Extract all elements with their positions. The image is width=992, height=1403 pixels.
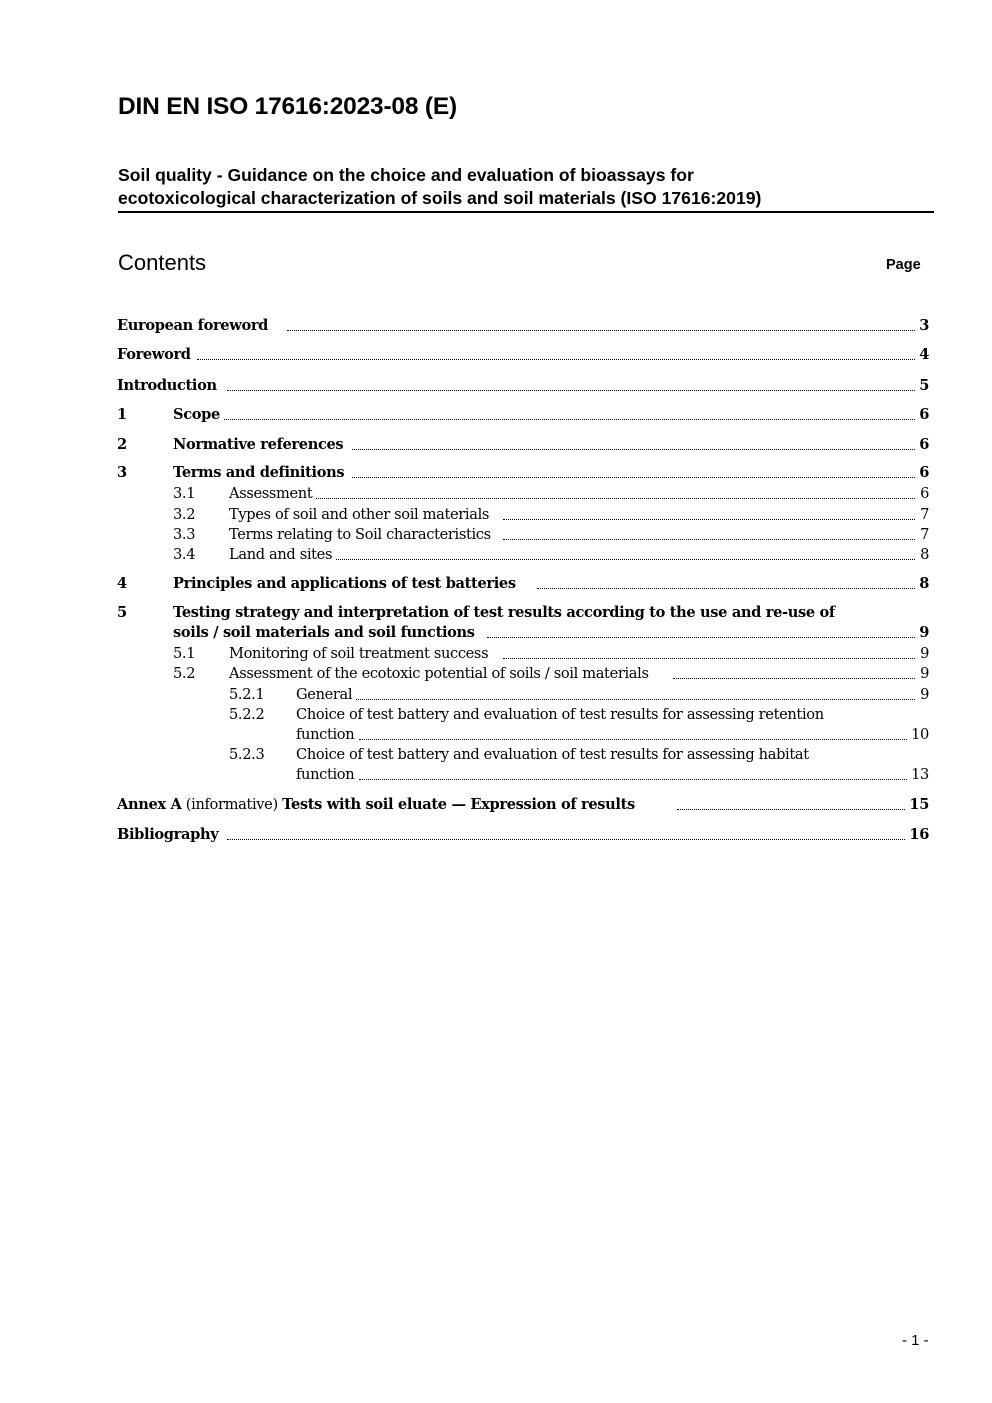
- toc-entry-label: Assessment of the ecotoxic potential of soils / soil materials: [229, 664, 652, 684]
- toc-leader-dots: [503, 519, 915, 520]
- toc-leader-dots: [487, 637, 915, 638]
- toc-entry-label-line-2: soils / soil materials and soil functions: [173, 623, 478, 643]
- document-title: [118, 164, 934, 213]
- toc-entry-1-scope[interactable]: [117, 405, 929, 425]
- document-title-line-2: ecotoxicological characterization of soils and soil materials (ISO 17616:2019): [118, 188, 762, 208]
- toc-leader-dots: [227, 390, 915, 391]
- toc-entry-page: 6: [919, 406, 929, 423]
- toc-entry-label-line-2: function: [296, 725, 357, 745]
- toc-entry-number: 3: [117, 464, 127, 481]
- toc-leader-dots: [197, 359, 915, 360]
- toc-entry-label-line-1: Choice of test battery and evaluation of test results for assessing retention: [296, 705, 827, 725]
- toc-entry-annex-a[interactable]: [117, 795, 929, 815]
- toc-leader-dots: [503, 539, 915, 540]
- document-title-line-1: Soil quality - Guidance on the choice and evaluation of bioassays for: [118, 165, 694, 185]
- annex-prefix: Annex A: [117, 796, 182, 813]
- toc-entry-number: 3.1: [173, 485, 196, 502]
- toc-entry-bibliography[interactable]: [117, 825, 929, 845]
- toc-entry-page: 7: [920, 506, 929, 523]
- toc-entry-5-2-2-retention-function[interactable]: [229, 705, 929, 725]
- toc-entry-3-2-types-of-soil[interactable]: [173, 505, 929, 525]
- toc-leader-dots: [313, 498, 915, 499]
- toc-entry-3-4-land-and-sites[interactable]: [173, 545, 929, 565]
- toc-entry-4-principles[interactable]: [117, 574, 929, 594]
- toc-entry-label: Terms and definitions: [173, 463, 347, 483]
- toc-entry-page: 5: [919, 377, 929, 394]
- toc-entry-page: 6: [920, 485, 929, 502]
- toc-entry-label: Scope: [173, 405, 223, 425]
- toc-entry-page: 9: [920, 645, 929, 662]
- toc-entry-page: 13: [911, 766, 929, 783]
- toc-entry-3-3-soil-characteristics[interactable]: [173, 525, 929, 545]
- toc-entry-label: Assessment: [229, 484, 315, 504]
- toc-entry-label: General: [296, 685, 355, 705]
- toc-leader-dots: [503, 658, 915, 659]
- toc-entry-page: 15: [909, 796, 929, 813]
- toc-entry-label: Monitoring of soil treatment success: [229, 644, 491, 664]
- toc-entry-label-line-1: Choice of test battery and evaluation of test results for assessing habitat: [296, 745, 812, 765]
- toc-entry-page: 6: [919, 464, 929, 481]
- toc-entry-number: 5.1: [173, 645, 196, 662]
- toc-entry-5-2-3-habitat-function[interactable]: [229, 745, 929, 765]
- toc-entry-number: 5: [117, 604, 127, 621]
- toc-leader-dots: [537, 588, 915, 589]
- toc-leader-dots: [359, 739, 907, 740]
- toc-entry-5-2-2-retention-function-continued[interactable]: [229, 725, 929, 745]
- toc-entry-number: 5.2.2: [229, 706, 265, 723]
- toc-leader-dots: [217, 419, 915, 420]
- toc-entry-page: 3: [919, 317, 929, 334]
- toc-entry-introduction[interactable]: [117, 376, 929, 396]
- toc-entry-number: 3.2: [173, 506, 196, 523]
- toc-entry-3-terms-and-definitions[interactable]: [117, 463, 929, 483]
- toc-entry-european-foreword[interactable]: [117, 316, 929, 336]
- toc-entry-label-line-2: function: [296, 765, 357, 785]
- toc-entry-label: European foreword: [117, 316, 271, 336]
- toc-entry-label: Introduction: [117, 376, 220, 396]
- toc-entry-page: 6: [919, 436, 929, 453]
- contents-heading: Contents: [118, 250, 207, 275]
- toc-leader-dots: [677, 809, 905, 810]
- toc-entry-page: 9: [920, 686, 929, 703]
- toc-entry-number: 3.4: [173, 546, 196, 563]
- toc-entry-label: Normative references: [173, 435, 346, 455]
- toc-entry-5-2-1-general[interactable]: [229, 685, 929, 705]
- toc-entry-page: 8: [919, 575, 929, 592]
- toc-entry-number: 2: [117, 436, 127, 453]
- toc-leader-dots: [333, 559, 915, 560]
- document-number: DIN EN ISO 17616:2023-08 (E): [118, 93, 457, 120]
- toc-entry-number: 4: [117, 575, 127, 592]
- toc-entry-label: Terms relating to Soil characteristics: [229, 525, 494, 545]
- toc-entry-foreword[interactable]: [117, 345, 929, 365]
- toc-leader-dots: [359, 779, 907, 780]
- toc-entry-label: [117, 795, 638, 815]
- toc-entry-label: Land and sites: [229, 545, 335, 565]
- toc-leader-dots: [354, 699, 915, 700]
- toc-leader-dots: [352, 477, 915, 478]
- page-column-heading: Page: [886, 257, 921, 273]
- toc-entry-2-normative-references[interactable]: [117, 435, 929, 455]
- toc-entry-number: 3.3: [173, 526, 196, 543]
- page-number: - 1 -: [902, 1332, 929, 1349]
- toc-entry-5-testing-strategy-continued[interactable]: [117, 623, 929, 643]
- toc-entry-number: 5.2.3: [229, 746, 265, 763]
- toc-entry-3-1-assessment[interactable]: [173, 484, 929, 504]
- toc-entry-5-1-monitoring[interactable]: [173, 644, 929, 664]
- toc-entry-label-line-1: Testing strategy and interpretation of test results according to the use and re-use of: [173, 603, 838, 623]
- toc-entry-page: 10: [911, 726, 929, 743]
- annex-type: (informative): [185, 796, 278, 813]
- toc-entry-page: 8: [920, 546, 929, 563]
- toc-entry-page: 9: [919, 624, 929, 641]
- annex-title: Tests with soil eluate — Expression of results: [282, 796, 635, 813]
- toc-leader-dots: [352, 449, 915, 450]
- toc-leader-dots: [227, 839, 905, 840]
- toc-entry-page: 16: [909, 826, 929, 843]
- toc-leader-dots: [673, 678, 915, 679]
- toc-entry-5-2-3-habitat-function-continued[interactable]: [229, 765, 929, 785]
- toc-entry-label: Types of soil and other soil materials: [229, 505, 492, 525]
- toc-entry-label: Foreword: [117, 345, 194, 365]
- toc-entry-page: 4: [919, 346, 929, 363]
- toc-leader-dots: [287, 330, 915, 331]
- toc-entry-5-testing-strategy[interactable]: [117, 603, 929, 623]
- toc-entry-label: Bibliography: [117, 825, 221, 845]
- toc-entry-page: 7: [920, 526, 929, 543]
- toc-entry-number: 1: [117, 406, 127, 423]
- toc-entry-number: 5.2.1: [229, 686, 265, 703]
- toc-entry-number: 5.2: [173, 665, 196, 682]
- toc-entry-5-2-ecotoxic-potential[interactable]: [173, 664, 929, 684]
- toc-entry-page: 9: [920, 665, 929, 682]
- toc-entry-label: Principles and applications of test batteries: [173, 574, 519, 594]
